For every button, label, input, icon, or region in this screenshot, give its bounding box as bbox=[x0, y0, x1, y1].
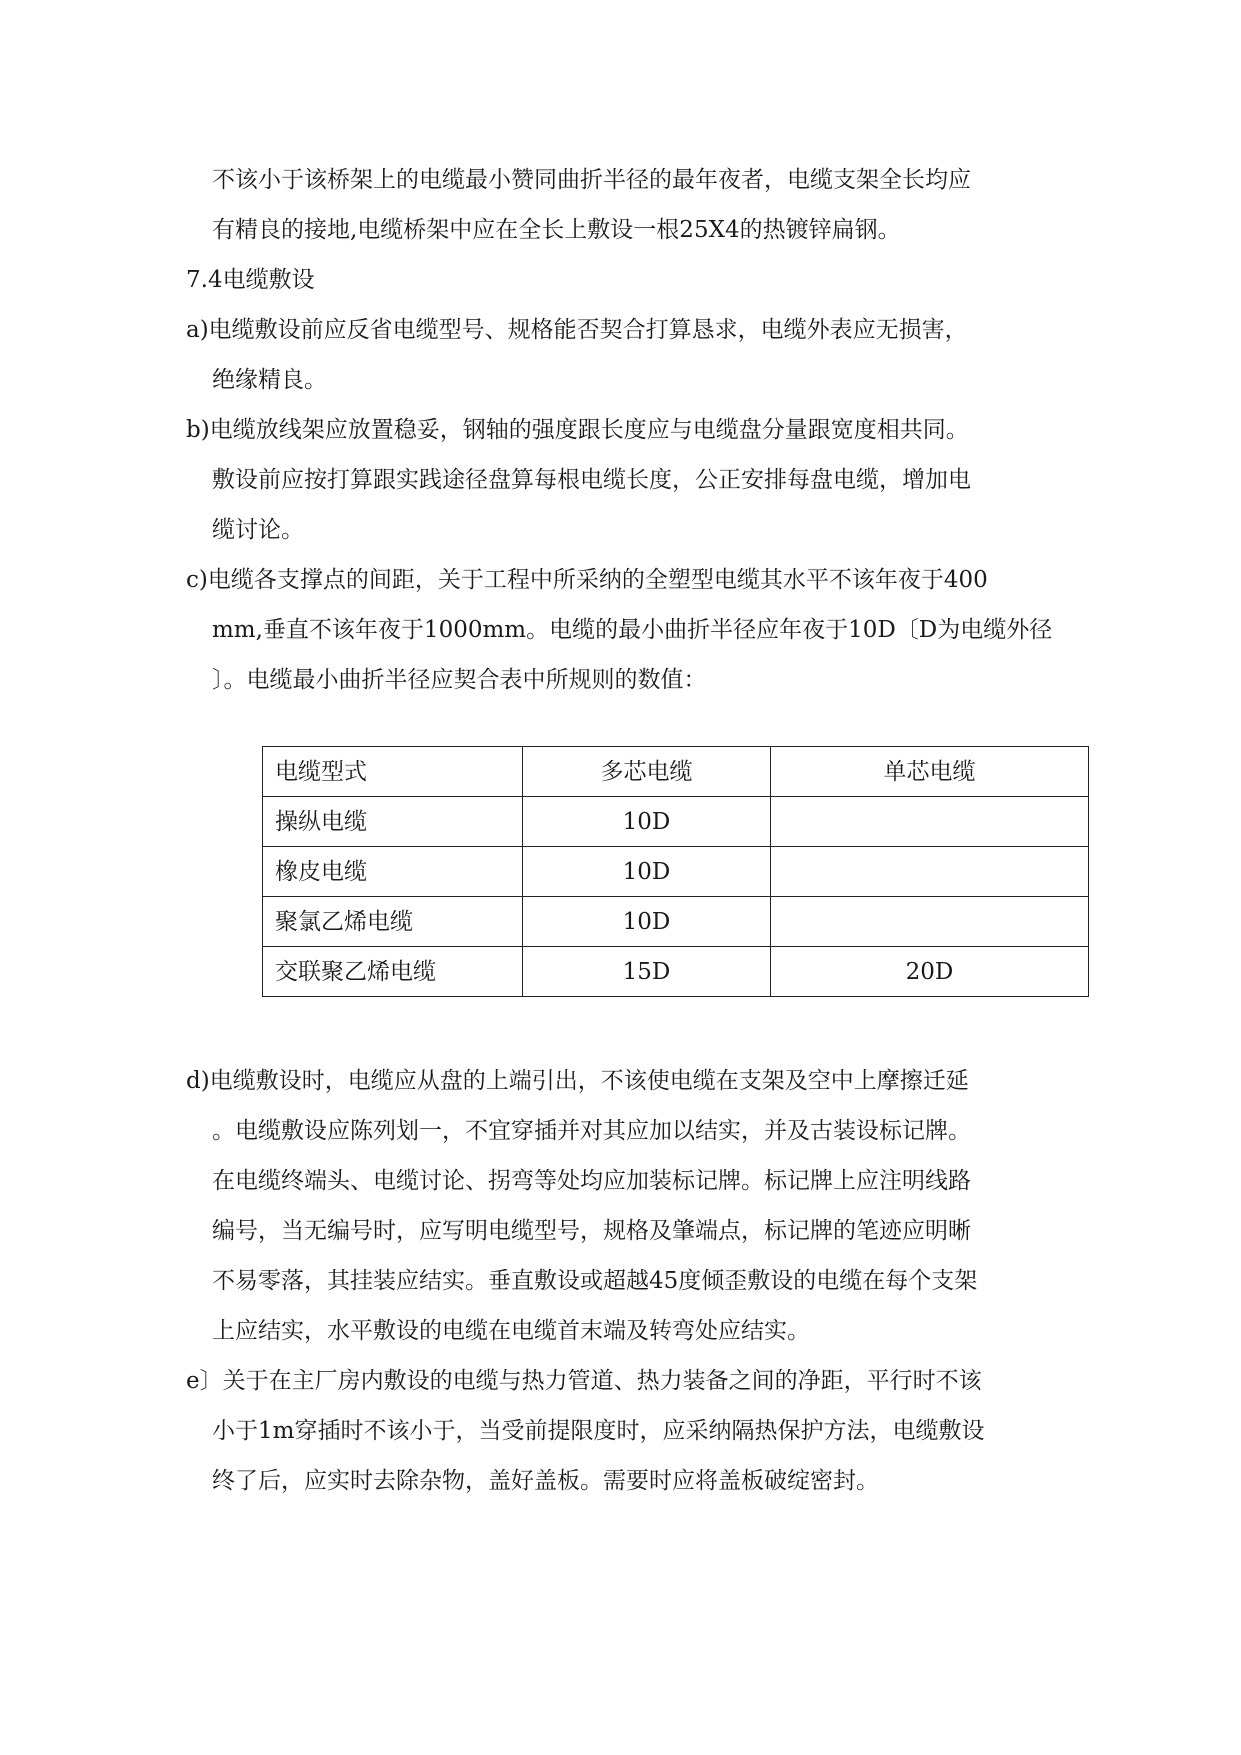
table-row bbox=[263, 797, 1089, 847]
table-row bbox=[263, 847, 1089, 897]
table-header-cell: 单芯电缆 bbox=[771, 747, 1089, 797]
table-cell bbox=[771, 797, 1089, 847]
item-d-line-1: d)电缆敷设时，电缆应从盘的上端引出，不该使电缆在支架及空中上摩擦迁延 bbox=[186, 1068, 969, 1094]
item-b-line-3: 缆讨论。 bbox=[212, 517, 304, 543]
table-header-row bbox=[263, 747, 1089, 797]
table-cell bbox=[771, 847, 1089, 897]
table-cell: 操纵电缆 bbox=[263, 797, 523, 847]
table-row bbox=[263, 897, 1089, 947]
table-cell: 10D bbox=[523, 797, 771, 847]
table-cell: 聚氯乙烯电缆 bbox=[263, 897, 523, 947]
item-c-line-3: 〕。电缆最小曲折半径应契合表中所规则的数值： bbox=[212, 667, 707, 693]
table-cell: 橡皮电缆 bbox=[263, 847, 523, 897]
item-b-line-1: b)电缆放线架应放置稳妥，钢轴的强度跟长度应与电缆盘分量跟宽度相共同。 bbox=[186, 417, 969, 443]
table-header-cell: 多芯电缆 bbox=[523, 747, 771, 797]
item-c-line-2: mm,垂直不该年夜于1000mm。电缆的最小曲折半径应年夜于10D〔D为电缆外径 bbox=[212, 617, 1053, 643]
table-cell: 10D bbox=[523, 847, 771, 897]
item-a-line-1: a)电缆敷设前应反省电缆型号、规格能否契合打算恳求，电缆外表应无损害， bbox=[186, 317, 968, 343]
table-cell bbox=[771, 897, 1089, 947]
item-d-line-4: 编号，当无编号时，应写明电缆型号，规格及肇端点，标记牌的笔迹应明晰 bbox=[212, 1218, 971, 1244]
table-cell: 20D bbox=[771, 947, 1089, 997]
item-e-line-2: 小于1m穿插时不该小于，当受前提限度时，应采纳隔热保护方法，电缆敷设 bbox=[212, 1418, 985, 1444]
table-cell: 15D bbox=[523, 947, 771, 997]
paragraph-continued-line-2: 有精良的接地,电缆桥架中应在全长上敷设一根25X4的热镀锌扁钢。 bbox=[212, 217, 901, 243]
item-d-line-3: 在电缆终端头、电缆讨论、拐弯等处均应加装标记牌。标记牌上应注明线路 bbox=[212, 1168, 971, 1194]
item-d-line-6: 上应结实，水平敷设的电缆在电缆首末端及转弯处应结实。 bbox=[212, 1318, 810, 1344]
item-b-line-2: 敷设前应按打算跟实践途径盘算每根电缆长度，公正安排每盘电缆，增加电 bbox=[212, 467, 971, 493]
table-cell: 10D bbox=[523, 897, 771, 947]
section-heading: 7.4电缆敷设 bbox=[186, 267, 315, 293]
item-a-line-2: 绝缘精良。 bbox=[212, 367, 327, 393]
item-c-line-1: c)电缆各支撑点的间距，关于工程中所采纳的全塑型电缆其水平不该年夜于400 bbox=[186, 567, 988, 593]
table-row bbox=[263, 947, 1089, 997]
table-cell: 交联聚乙烯电缆 bbox=[263, 947, 523, 997]
item-e-line-3: 终了后，应实时去除杂物，盖好盖板。需要时应将盖板破绽密封。 bbox=[212, 1468, 879, 1494]
item-d-line-2: 。电缆敷设应陈列划一，不宜穿插并对其应加以结实，并及古装设标记牌。 bbox=[212, 1118, 971, 1144]
item-e-line-1: e〕关于在主厂房内敷设的电缆与热力管道、热力装备之间的净距，平行时不该 bbox=[186, 1368, 982, 1394]
table-header-cell: 电缆型式 bbox=[263, 747, 523, 797]
item-d-line-5: 不易零落，其挂装应结实。垂直敷设或超越45度倾歪敷设的电缆在每个支架 bbox=[212, 1268, 978, 1294]
paragraph-continued-line-1: 不该小于该桥架上的电缆最小赞同曲折半径的最年夜者，电缆支架全长均应 bbox=[212, 167, 971, 193]
bend-radius-table bbox=[262, 746, 1089, 997]
